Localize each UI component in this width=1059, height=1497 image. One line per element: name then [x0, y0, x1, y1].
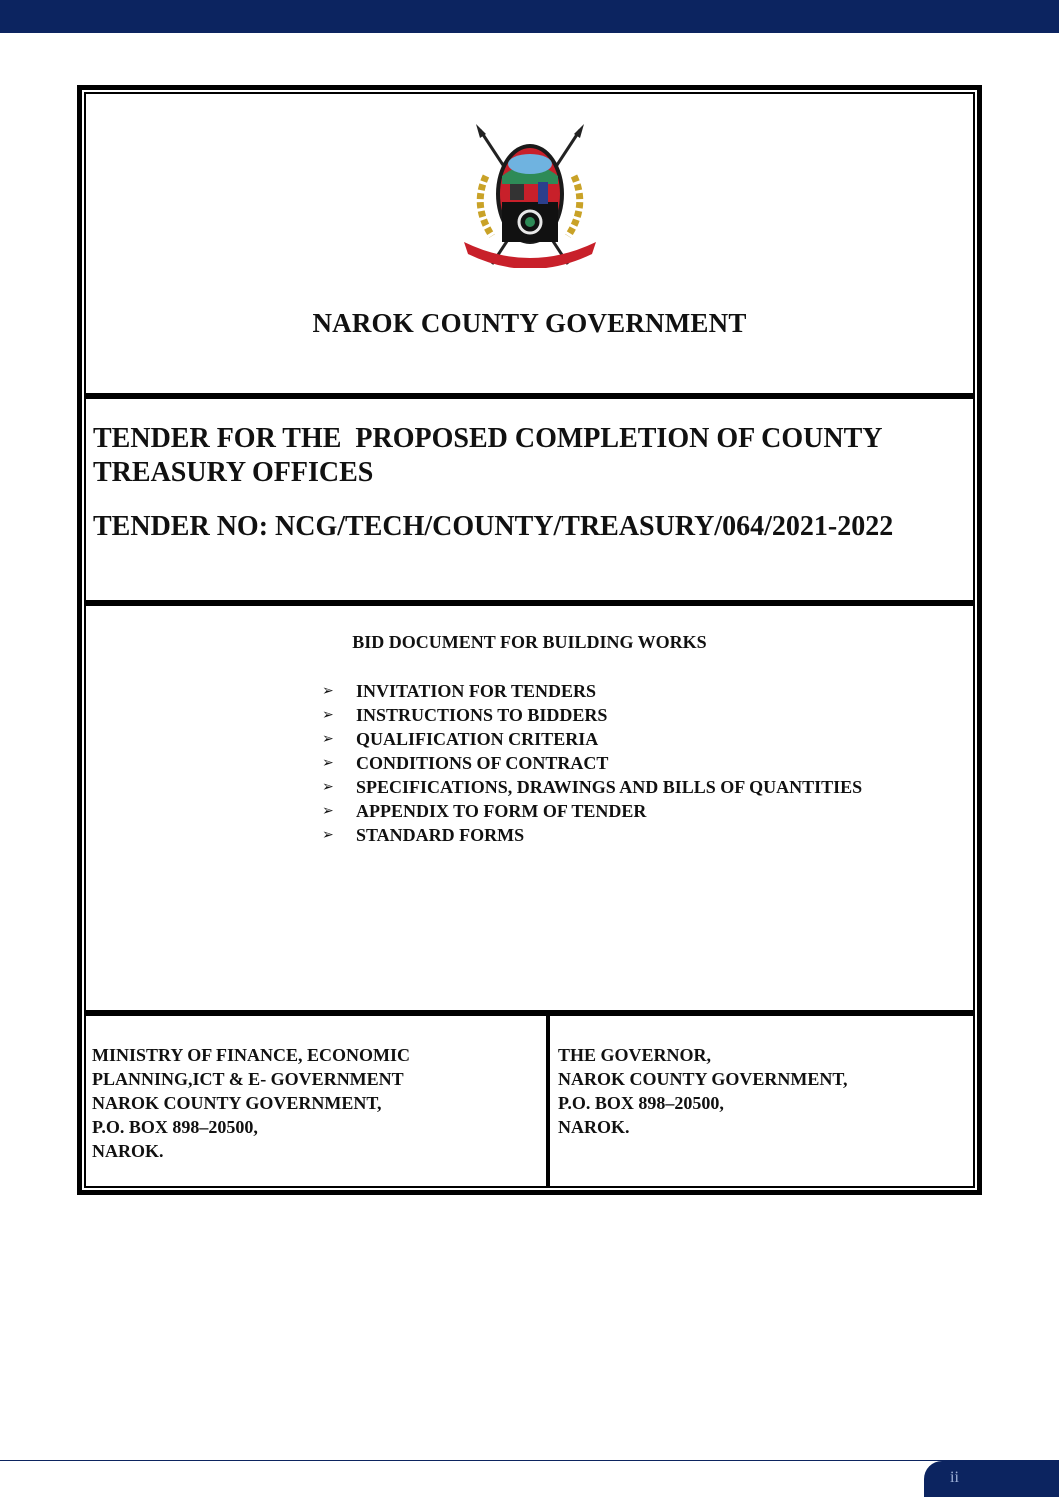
bid-document-heading: BID DOCUMENT FOR BUILDING WORKS	[352, 632, 707, 652]
arrowhead-bullet-icon: ➢	[322, 731, 334, 747]
footer-rule	[0, 1460, 1059, 1461]
section-divider	[84, 1010, 975, 1016]
arrowhead-bullet-icon: ➢	[322, 755, 334, 771]
address-column-divider	[546, 1016, 550, 1188]
section-divider	[84, 393, 975, 399]
page-number-tab	[924, 1461, 1059, 1497]
narok-county-coat-of-arms-icon	[458, 124, 602, 268]
list-item: ➢ INVITATION FOR TENDERS	[322, 680, 597, 701]
tender-title: TENDER FOR THE PROPOSED COMPLETION OF COUNTY TREASURY OFFICES	[93, 423, 888, 488]
header-band	[0, 0, 1059, 33]
list-item: ➢ QUALIFICATION CRITERIA	[322, 728, 599, 749]
arrowhead-bullet-icon: ➢	[322, 803, 334, 819]
arrowhead-bullet-icon: ➢	[322, 707, 334, 723]
tender-number: TENDER NO: NCG/TECH/COUNTY/TREASURY/064/2021-2022	[93, 511, 894, 542]
list-item: ➢ STANDARD FORMS	[322, 824, 525, 845]
ministry-address: MINISTRY OF FINANCE, ECONOMIC PLANNING,ICT & E- GOVERNMENT NAROK COUNTY GOVERNMENT, P.O. BOX 898–20500, NAROK.	[92, 1045, 411, 1161]
list-item: ➢ INSTRUCTIONS TO BIDDERS	[322, 704, 608, 725]
list-item: ➢ SPECIFICATIONS, DRAWINGS AND BILLS OF QUANTITIES	[322, 776, 863, 797]
list-item: ➢ CONDITIONS OF CONTRACT	[322, 752, 609, 773]
arrowhead-bullet-icon: ➢	[322, 683, 334, 699]
arrowhead-bullet-icon: ➢	[322, 779, 334, 795]
arrowhead-bullet-icon: ➢	[322, 827, 334, 843]
section-divider	[84, 600, 975, 606]
government-title: NAROK COUNTY GOVERNMENT	[312, 308, 747, 338]
governor-address: THE GOVERNOR, NAROK COUNTY GOVERNMENT, P.O. BOX 898–20500, NAROK.	[558, 1045, 848, 1137]
bid-document-contents-list	[322, 679, 862, 847]
list-item: ➢ APPENDIX TO FORM OF TENDER	[322, 800, 647, 821]
page-number: ii	[950, 1469, 959, 1486]
